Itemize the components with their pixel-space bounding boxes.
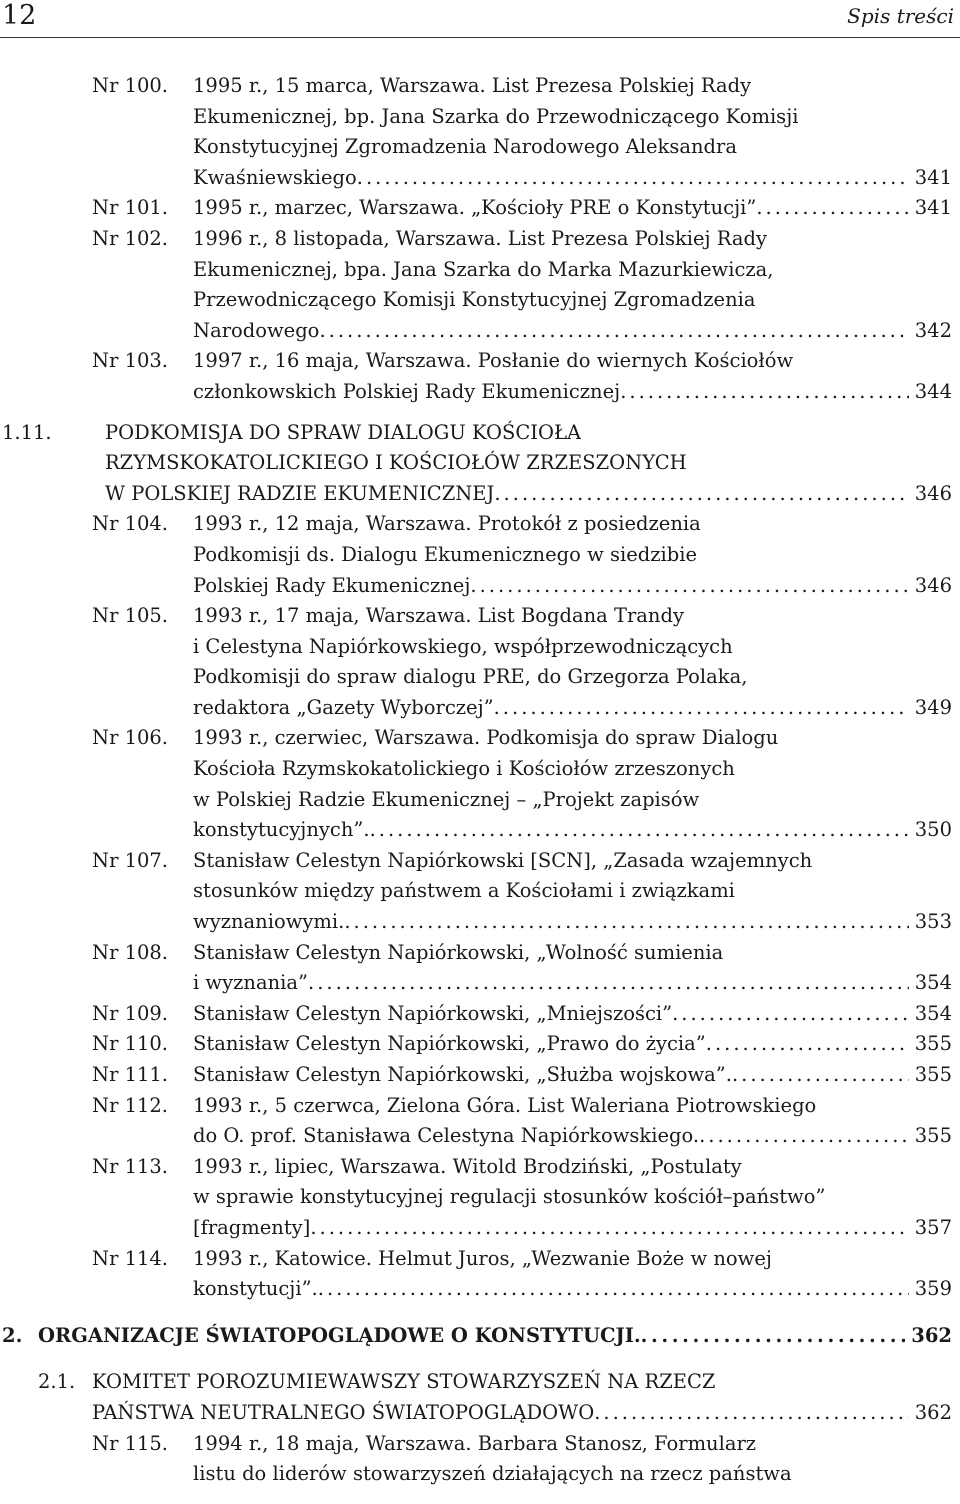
header-rule	[0, 37, 960, 38]
entry-text	[193, 1060, 952, 1091]
entry-line	[193, 1459, 952, 1490]
entry-line	[193, 316, 952, 347]
toc-entry[interactable]	[0, 1152, 960, 1244]
entry-number: Nr 109.	[92, 1001, 169, 1025]
entry-number: Nr 102.	[92, 226, 169, 250]
toc-entry[interactable]	[0, 224, 960, 346]
toc-entry[interactable]	[0, 601, 960, 723]
dot-leader	[594, 1398, 909, 1429]
entry-line	[92, 1398, 952, 1429]
page-ref: 350	[914, 818, 952, 842]
page-ref: 359	[914, 1277, 952, 1301]
page-ref: 346	[914, 481, 952, 505]
entry-line-text: konstytucji”.	[193, 1277, 318, 1301]
entry-line-text: Podkomisji ds. Dialogu Ekumenicznego w siedzibie	[193, 542, 698, 566]
entry-line-text: stosunków między państwem a Kościołami i związkami	[193, 879, 735, 903]
entry-number: Nr 106.	[92, 726, 169, 750]
entry-line-text: Stanisław Celestyn Napiórkowski [SCN], „Zasada wzajemnych	[193, 848, 813, 872]
page-ref: 341	[914, 196, 952, 220]
entry-line-text: listu do liderów stowarzyszeń działających na rzecz państwa	[193, 1462, 792, 1486]
entry-number: Nr 110.	[92, 1032, 169, 1056]
entry-line-text: 1993 r., lipiec, Warszawa. Witold Brodziński, „Postulaty	[193, 1154, 742, 1178]
toc-entry[interactable]	[0, 1321, 960, 1352]
dot-leader	[310, 1213, 908, 1244]
entry-line	[193, 163, 952, 194]
dot-leader	[318, 1274, 909, 1305]
entry-text	[193, 71, 952, 193]
entry-line	[92, 1367, 952, 1398]
page-header	[0, 0, 960, 40]
entry-line-text: Narodowego	[193, 318, 320, 342]
entry-line	[193, 754, 952, 785]
entry-number: Nr 103.	[92, 349, 169, 373]
entry-line-text: Ekumenicznej, bpa. Jana Szarka do Marka Mazurkiewicza,	[193, 257, 774, 281]
entry-line-text: i wyznania”	[193, 971, 308, 995]
entry-line	[193, 1029, 952, 1060]
entry-line	[193, 662, 952, 693]
entry-line	[193, 255, 952, 286]
running-title: Spis treści	[847, 4, 954, 28]
entry-line-text: Stanisław Celestyn Napiórkowski, „Wolność sumienia	[193, 940, 724, 964]
entry-text	[193, 1429, 952, 1490]
dot-leader	[620, 377, 909, 408]
entry-line-text: KOMITET POROZUMIEWAWSZY STOWARZYSZEŃ NA RZECZ	[92, 1370, 716, 1394]
entry-line-text: Stanisław Celestyn Napiórkowski, „Prawo do życia”	[193, 1032, 706, 1056]
entry-line	[193, 346, 952, 377]
entry-text	[193, 193, 952, 224]
dot-leader	[641, 1321, 906, 1352]
entry-line-text: 1995 r., 15 marca, Warszawa. List Prezesa Polskiej Rady	[193, 74, 752, 97]
entry-number: Nr 115.	[92, 1431, 169, 1455]
entry-line	[193, 876, 952, 907]
entry-line	[193, 571, 952, 602]
page-ref: 354	[914, 971, 952, 995]
entry-line	[105, 479, 952, 510]
entry-text	[193, 1029, 952, 1060]
page-ref: 342	[914, 318, 952, 342]
entry-line	[193, 601, 952, 632]
entry-line	[193, 785, 952, 816]
entry-text	[105, 418, 952, 510]
toc-entry[interactable]	[0, 999, 960, 1030]
toc-entry[interactable]	[0, 1091, 960, 1152]
dot-leader	[756, 193, 908, 224]
entry-line	[193, 938, 952, 969]
entry-line-text: redaktora „Gazety Wyborczej”	[193, 695, 494, 719]
entry-text	[193, 224, 952, 346]
entry-line	[193, 815, 952, 846]
entry-line-text: 1993 r., 12 maja, Warszawa. Protokół z posiedzenia	[193, 512, 701, 536]
entry-line	[193, 1274, 952, 1305]
dot-leader	[370, 815, 909, 846]
entry-line-text: 1993 r., 5 czerwca, Zielona Góra. List Waleriana Piotrowskiego	[193, 1093, 817, 1117]
entry-line-text: 1997 r., 16 maja, Warszawa. Posłanie do wiernych Kościołów	[193, 349, 794, 373]
entry-text	[193, 999, 952, 1030]
entry-number: Nr 107.	[92, 848, 169, 872]
entry-line-text: 1994 r., 18 maja, Warszawa. Barbara Stanosz, Formularz	[193, 1431, 757, 1455]
entry-number: Nr 111.	[92, 1063, 169, 1086]
dot-leader	[706, 1029, 909, 1060]
entry-line	[193, 224, 952, 255]
entry-text	[193, 846, 952, 938]
entry-line	[193, 1060, 952, 1091]
page-ref: 354	[914, 1001, 952, 1025]
page-ref: 344	[914, 379, 952, 403]
toc-entry[interactable]	[0, 1244, 960, 1305]
dot-leader	[672, 999, 909, 1030]
toc-entry[interactable]	[0, 1367, 960, 1428]
dot-leader	[357, 163, 909, 194]
entry-number: Nr 104.	[92, 512, 169, 536]
page-ref: 355	[914, 1032, 952, 1056]
entry-text	[92, 1367, 952, 1428]
toc-entry[interactable]	[0, 418, 960, 510]
toc-entry[interactable]	[0, 346, 960, 407]
entry-line-text: członkowskich Polskiej Rady Ekumenicznej	[193, 379, 621, 403]
entry-line-text: Kwaśniewskiego	[193, 165, 357, 189]
entry-line	[193, 907, 952, 938]
entry-line	[193, 1429, 952, 1460]
entry-line	[193, 1091, 952, 1122]
page-ref: 346	[914, 573, 952, 597]
entry-line	[38, 1321, 952, 1352]
toc-entry[interactable]	[0, 723, 960, 845]
dot-leader	[732, 1060, 909, 1091]
toc-entry[interactable]	[0, 1060, 960, 1091]
page-ref: 341	[914, 165, 952, 189]
dot-leader	[494, 693, 909, 724]
entry-line-text: w Polskiej Radzie Ekumenicznej – „Projekt zapisów	[193, 787, 700, 811]
toc-entry[interactable]	[0, 71, 960, 193]
entry-line	[193, 1121, 952, 1152]
entry-number: Nr 114.	[92, 1246, 169, 1270]
entry-line	[105, 448, 952, 479]
page-ref: 357	[914, 1215, 952, 1239]
entry-text	[193, 1244, 952, 1305]
entry-line-text: i Celestyna Napiórkowskiego, współprzewodniczących	[193, 634, 733, 658]
entry-line-text: 1993 r., Katowice. Helmut Juros, „Wezwanie Boże w nowej	[193, 1246, 772, 1270]
page-ref: 355	[914, 1124, 952, 1148]
entry-line	[193, 693, 952, 724]
toc-entry[interactable]	[0, 193, 960, 224]
page-number: 12	[2, 0, 37, 31]
entry-line-text: ORGANIZACJE ŚWIATOPOGLĄDOWE O KONSTYTUCJI.	[38, 1323, 641, 1347]
entry-text	[193, 346, 952, 407]
entry-line-text: Polskiej Rady Ekumenicznej	[193, 573, 471, 597]
dot-leader	[308, 968, 909, 999]
entry-line-text: Podkomisji do spraw dialogu PRE, do Grzegorza Polaka,	[193, 665, 748, 689]
entry-line-text: PAŃSTWA NEUTRALNEGO ŚWIATOPOGLĄDOWO	[92, 1400, 595, 1424]
entry-text	[193, 938, 952, 999]
page-ref: 353	[914, 910, 952, 934]
entry-number: Nr 101.	[92, 196, 169, 220]
entry-line-text: Konstytucyjnej Zgromadzenia Narodowego Aleksandra	[193, 135, 737, 159]
toc-entry[interactable]	[0, 1029, 960, 1060]
entry-number: 2.1.	[38, 1370, 76, 1394]
dot-leader	[344, 907, 908, 938]
entry-line	[193, 540, 952, 571]
table-of-contents	[0, 71, 960, 1490]
entry-number: Nr 112.	[92, 1093, 169, 1117]
entry-line	[193, 377, 952, 408]
entry-line-text: wyznaniowymi.	[193, 910, 345, 934]
entry-line	[105, 418, 952, 449]
page-ref: 349	[914, 695, 952, 719]
entry-line	[193, 846, 952, 877]
dot-leader	[470, 571, 908, 602]
entry-line	[193, 509, 952, 540]
entry-line-text: RZYMSKOKATOLICKIEGO I KOŚCIOŁÓW ZRZESZONYCH	[105, 451, 687, 475]
entry-text	[38, 1321, 952, 1352]
entry-line	[193, 71, 952, 102]
entry-number: 2.	[2, 1323, 23, 1347]
entry-line	[193, 999, 952, 1030]
entry-line	[193, 193, 952, 224]
entry-line	[193, 968, 952, 999]
entry-line-text: Stanisław Celestyn Napiórkowski, „Służba wojskowa”.	[193, 1063, 732, 1086]
entry-line	[193, 1182, 952, 1213]
entry-text	[193, 1152, 952, 1244]
dot-leader	[494, 479, 908, 510]
entry-line	[193, 632, 952, 663]
toc-entry[interactable]	[0, 1429, 960, 1490]
entry-line	[193, 1213, 952, 1244]
entry-line	[193, 723, 952, 754]
entry-line-text: konstytucyjnych”.	[193, 818, 370, 842]
toc-entry[interactable]	[0, 938, 960, 999]
entry-line-text: Stanisław Celestyn Napiórkowski, „Mniejszości”	[193, 1001, 673, 1025]
dot-leader	[699, 1121, 909, 1152]
entry-text	[193, 1091, 952, 1152]
page-ref: 362	[914, 1400, 952, 1424]
entry-text	[193, 723, 952, 845]
entry-line-text: w sprawie konstytucyjnej regulacji stosunków kościół–państwo”	[193, 1185, 826, 1209]
entry-number: Nr 105.	[92, 604, 169, 628]
entry-text	[193, 509, 952, 601]
page-ref: 355	[914, 1063, 952, 1086]
entry-line	[193, 1152, 952, 1183]
entry-line-text: 1993 r., czerwiec, Warszawa. Podkomisja do spraw Dialogu	[193, 726, 779, 750]
dot-leader	[319, 316, 908, 347]
entry-number: Nr 100.	[92, 74, 169, 97]
entry-line	[193, 285, 952, 316]
entry-line-text: PODKOMISJA DO SPRAW DIALOGU KOŚCIOŁA	[105, 420, 582, 444]
entry-line	[193, 132, 952, 163]
toc-entry[interactable]	[0, 846, 960, 938]
entry-line-text: Ekumenicznej, bp. Jana Szarka do Przewodniczącego Komisji	[193, 104, 799, 128]
entry-line-text: 1995 r., marzec, Warszawa. „Kościoły PRE o Konstytucji”	[193, 196, 757, 220]
entry-line-text: W POLSKIEJ RADZIE EKUMENICZNEJ	[105, 481, 495, 505]
entry-line-text: Przewodniczącego Komisji Konstytucyjnej Zgromadzenia	[193, 288, 756, 312]
entry-number: Nr 113.	[92, 1154, 169, 1178]
entry-line-text: [fragmenty]	[193, 1215, 311, 1239]
entry-line	[193, 102, 952, 133]
entry-number: 1.11.	[2, 420, 52, 444]
entry-line-text: 1996 r., 8 listopada, Warszawa. List Prezesa Polskiej Rady	[193, 226, 768, 250]
entry-line-text: Kościoła Rzymskokatolickiego i Kościołów zrzeszonych	[193, 757, 735, 781]
toc-entry[interactable]	[0, 509, 960, 601]
entry-number: Nr 108.	[92, 940, 169, 964]
page-ref: 362	[911, 1323, 952, 1347]
entry-line	[193, 1244, 952, 1275]
entry-line-text: 1993 r., 17 maja, Warszawa. List Bogdana Trandy	[193, 604, 684, 628]
entry-line-text: do O. prof. Stanisława Celestyna Napiórkowskiego.	[193, 1124, 700, 1148]
entry-text	[193, 601, 952, 723]
